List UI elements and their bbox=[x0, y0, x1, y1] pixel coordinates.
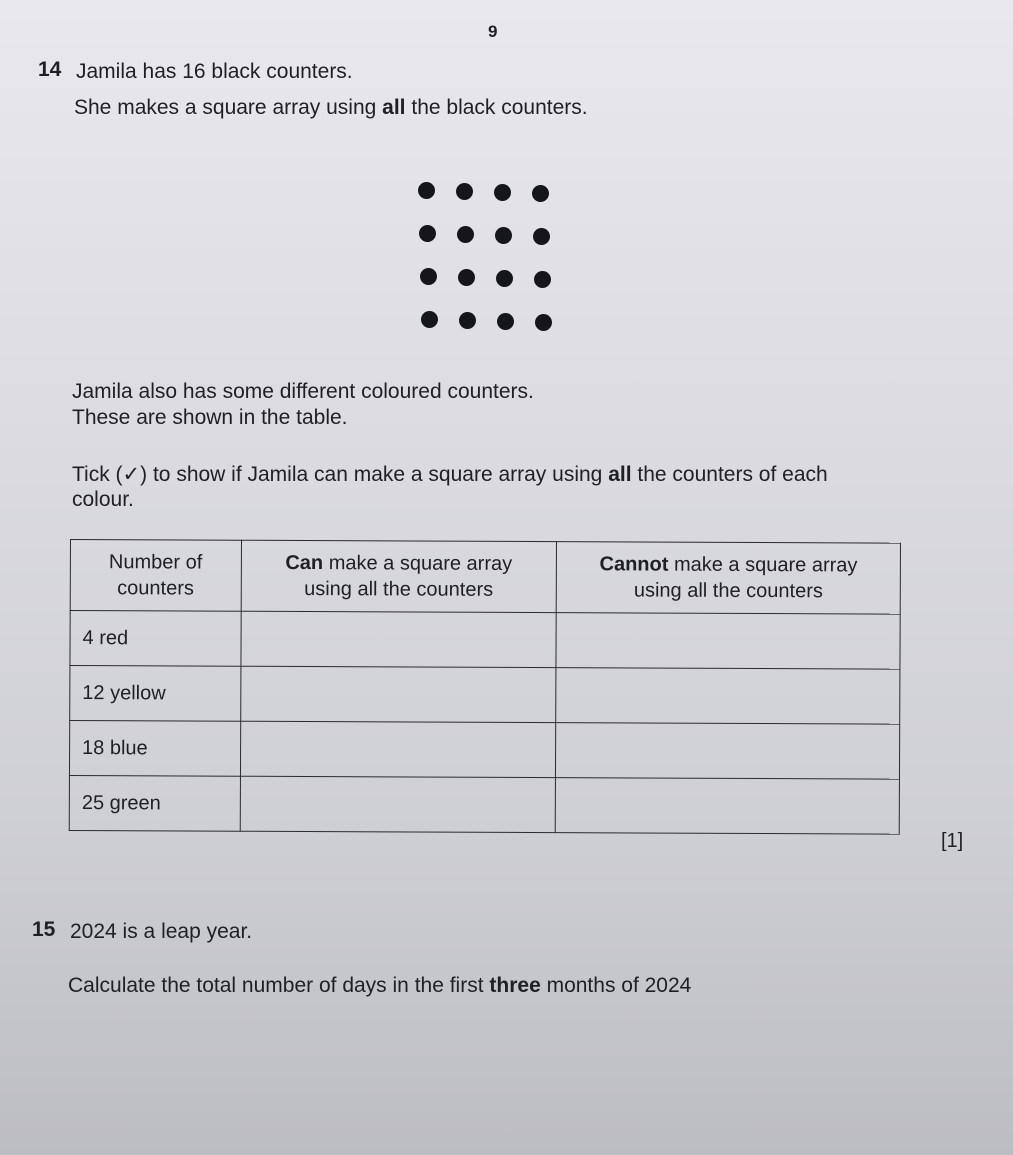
black-counter bbox=[419, 225, 436, 242]
table-row bbox=[69, 775, 899, 834]
q14-instruction-line-2: colour. bbox=[72, 488, 134, 511]
q14-statement-1: Jamila has 16 black counters. bbox=[76, 60, 353, 83]
black-counters-square-array bbox=[418, 182, 578, 342]
cannot-tick-cell[interactable] bbox=[556, 668, 900, 724]
table-row bbox=[69, 721, 899, 780]
can-tick-cell[interactable] bbox=[240, 776, 556, 832]
q14-statement-2: She makes a square array using all the black counters. bbox=[74, 96, 588, 119]
black-counter bbox=[420, 268, 437, 285]
question-14-number: 14 bbox=[38, 58, 62, 81]
black-counter bbox=[418, 182, 435, 199]
counter-count-cell: 25 green bbox=[69, 775, 240, 831]
q14-statement-4: These are shown in the table. bbox=[72, 406, 348, 429]
black-counter bbox=[533, 228, 550, 245]
header-cannot-make-square-array: Cannot make a square array using all the counters bbox=[556, 542, 900, 614]
black-counter bbox=[459, 312, 476, 329]
q15-statement-2: Calculate the total number of days in the first three months of 2024 bbox=[68, 974, 692, 997]
black-counter bbox=[534, 271, 551, 288]
q15-statement-1: 2024 is a leap year. bbox=[70, 920, 253, 943]
counter-count-cell: 12 yellow bbox=[70, 666, 241, 722]
q14-statement-3: Jamila also has some different coloured counters. bbox=[72, 380, 534, 403]
table-header-row bbox=[70, 540, 900, 615]
black-counter bbox=[495, 227, 512, 244]
can-tick-cell[interactable] bbox=[240, 721, 556, 777]
table-row bbox=[70, 666, 900, 725]
black-counter bbox=[456, 183, 473, 200]
header-can-make-square-array: Can make a square array using all the counters bbox=[241, 540, 557, 612]
black-counter bbox=[497, 313, 514, 330]
cannot-tick-cell[interactable] bbox=[555, 778, 899, 834]
q14-marks: [1] bbox=[941, 830, 964, 852]
black-counter bbox=[532, 185, 549, 202]
black-counter bbox=[457, 226, 474, 243]
header-number-of-counters: Number of counters bbox=[70, 540, 241, 612]
question-15-number: 15 bbox=[32, 918, 56, 941]
black-counter bbox=[494, 184, 511, 201]
cannot-tick-cell[interactable] bbox=[556, 723, 900, 779]
can-tick-cell[interactable] bbox=[240, 666, 556, 722]
page-number: 9 bbox=[488, 22, 498, 41]
q14-instruction: Tick (✓) to show if Jamila can make a square array using all the counters of each bbox=[72, 463, 828, 486]
black-counter bbox=[496, 270, 513, 287]
black-counter bbox=[535, 314, 552, 331]
counter-count-cell: 18 blue bbox=[69, 721, 240, 777]
table-row bbox=[70, 611, 900, 670]
black-counter bbox=[421, 311, 438, 328]
cannot-tick-cell[interactable] bbox=[556, 613, 900, 669]
black-counter bbox=[458, 269, 475, 286]
square-array-answer-table bbox=[69, 539, 901, 835]
can-tick-cell[interactable] bbox=[240, 611, 556, 667]
counter-count-cell: 4 red bbox=[70, 611, 241, 667]
